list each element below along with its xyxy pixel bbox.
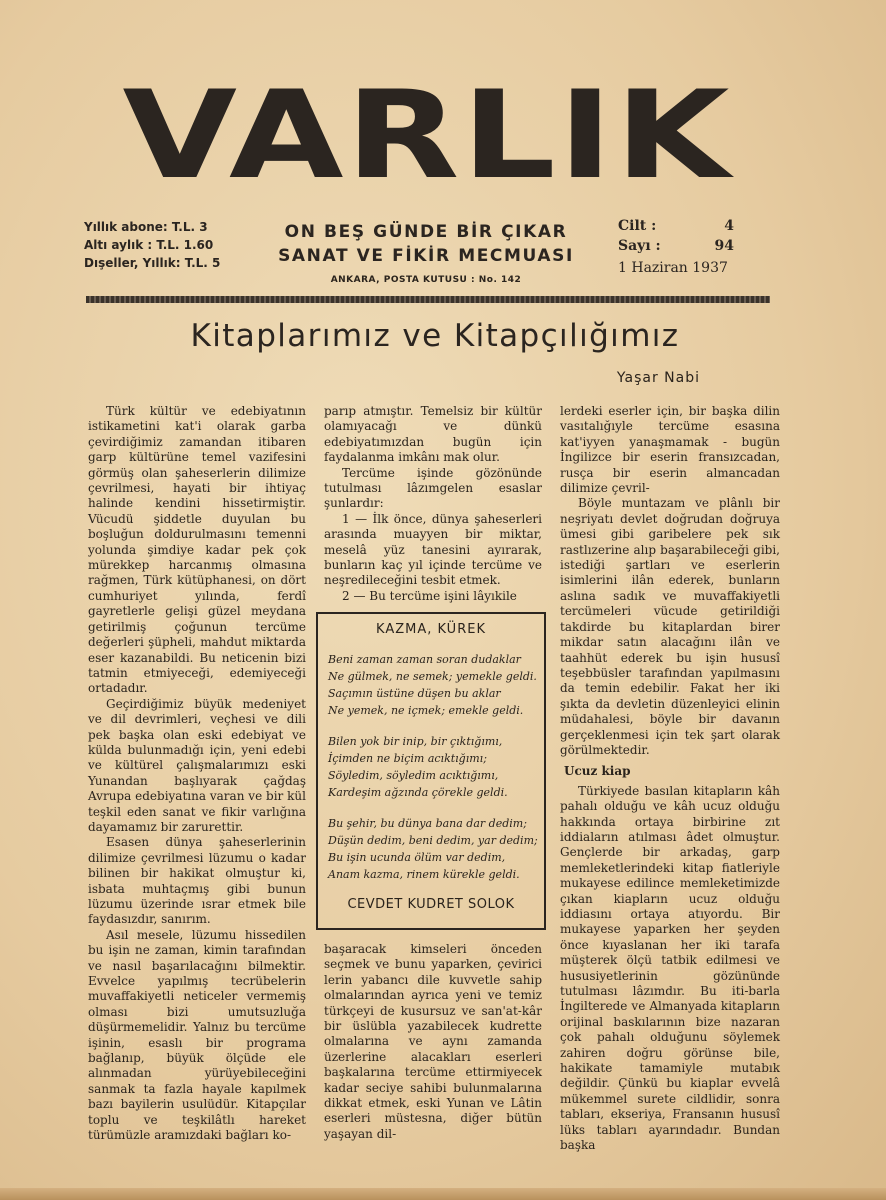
poem-line: Bu şehir, bu dünya bana dar dedim; [328, 817, 527, 830]
issue-label: Sayı : [618, 238, 661, 254]
poem-line: Saçımın üstüne düşen bu aklar [328, 687, 501, 700]
paragraph: başaracak kimseleri önceden seçmek ve bunu yaparken, çevirici lerin yabancı dile kuvvetle sahip olmalarından ayrıca yeni ve temiz türkçeyi de kusursuz ve san'at-kâr bir üslübla yazabilecek kudrette olmalarına ve aynı zamanda üzerlerine alacakları eserleri başkalarına tercüme ettirmiyecek kadar seciye sahibi bulunmalarına dikkat etmek, eski Yunan ve Lâtin eserleri müstesna, diğer bütün yaşayan dil- [324, 942, 542, 1141]
paragraph: Türkiyede basılan kitapların kâh pahalı olduğu ve kâh ucuz olduğu hakkında ortaya birbirine zıt iddiaların atılması âdet olmuştur. Gençlerde bir arkadaş, garp memleketlerindeki kitap fiatleriyle mukayese edilince memleketimizde çıkan kiapların ucuz olduğu iddiasını ortaya atıyordu. Bir mukayese yaparken her şeyden önce kıyaslanan her iki tarafa müşterek ölçü tatbik edilmesi ve hususiyetlerinin gözününde tutulması lâzımdır. Bu iti-barla İngilterede ve Almanyada kitapların orijinal baskılarının bize nazaran çok pahalı olduğunu söylemek zahiren doğru görünse bile, hakikate tamamiyle mutabık değildir. Çünkü bu kiaplar evvelâ mükemmel surete cildlidir, sonra tabları, ekseriya, Fransanın hususî lüks tabları ayarındadır. Bundan başka [560, 783, 780, 1153]
poem-box [316, 612, 546, 930]
poem-line: Bu işin ucunda ölüm var dedim, [328, 851, 506, 864]
paragraph: Türk kültür ve edebiyatının istikametini kat'i olarak garba çevirdiğimiz zamandan itibaren garp kültürüne temel vazifesini görmüş olan şaheserlerin dilimize çevrilmesi, hayati bir ihtiyaç halinde kendini hissetirmiştir. Vücudü şiddetle duyulan bu boşluğun doldurulmasını temenni yolunda şimdiye kadar pek çok mürekkep harcanmış olmasına rağmen, Türk kütüphanesi, on dört cumhuriyet yılında, ferdî gayretlerle gelişi güzel meydana getirilmiş çoğunun tercüme değerleri şüpheli, mahdut miktarda eser kazanabildi. Bu neticenin bizi tatmin etmiyeceği, edemiyeceği ortadadır. [88, 404, 306, 696]
article-title: Kitaplarımız ve Kitapçılığımız [190, 318, 680, 354]
poem-line: Ne yemek, ne içmek; emekle geldi. [328, 704, 524, 717]
subscription-info [84, 218, 220, 272]
subscription-line: Altı aylık : T.L. 1.60 [84, 238, 214, 252]
poem-author: CEVDET KUDRET SOLOK [347, 897, 515, 912]
subscription-line: Yıllık abone: T.L. 3 [84, 220, 208, 234]
section-heading: Ucuz kiap [564, 764, 631, 779]
poem-title: KAZMA, KÜREK [376, 622, 486, 637]
paragraph: Böyle muntazam ve plânlı bir neşriyatı devlet doğrudan doğruya ümesi gibi garibelere pek sık rastlızerine alıp başarabileceği gibi, istediği şartları ve eserlerin isimlerini ilân ederek, bunların aslına sadık ve muvaffakiyetli tercümeleri vücude getirildiği takdirde bu kitaplardan birer mikdar satın alacağını ilân ve taahhüt ederek bu işin hususî teşebbüsler tarafından yapılmasını da temin edebilir. Fakat her iki şıkta da devletin düzenleyici elinin müdahalesi, böyle bir davanın gerçeklenmesi için tek şart olarak görülmektedir. [560, 496, 780, 757]
postal-address: ANKARA, POSTA KUTUSU : No. 142 [330, 275, 522, 285]
volume-label: Cilt : [618, 218, 657, 234]
poem-line: Anam kazma, rinem kürekle geldi. [328, 868, 520, 881]
paragraph: 2 — Bu tercüme işini lâyıkile [342, 588, 517, 603]
tagline-line: SANAT VE FİKİR MECMUASI [278, 246, 574, 266]
issue-number: 94 [714, 238, 734, 254]
page-edge [0, 1188, 886, 1200]
poem-stanza [328, 815, 538, 883]
poem-stanza [328, 733, 534, 801]
issue-info [618, 216, 734, 278]
paragraph: Esasen dünya şaheserlerinin dilimize çevrilmesi lüzumu o kadar bilinen bir hakikat olmuştur ki, isbata muhtaçmış gibi bunun lüzumu üzerinde ısrar etmek bile faydasızdır, sanırım. [88, 835, 306, 927]
article-column-2-bottom [324, 942, 542, 1142]
poem-line: Ne gülmek, ne semek; yemekle geldi. [328, 670, 537, 683]
article-author: Yaşar Nabi [616, 370, 700, 386]
subscription-line: Dışeller, Yıllık: T.L. 5 [84, 256, 221, 270]
volume-number: 4 [724, 218, 734, 234]
paragraph: parıp atmıştır. Temelsiz bir kültür olamıyacağı ve dünkü edebiyatımızdan bugün için faydalanma imkânı mak olur. [324, 404, 542, 465]
poem-line: İçimden ne biçim acıktığımı; [328, 752, 487, 765]
poem-line: Kardeşim ağzında çörekle geldi. [328, 786, 508, 799]
poem-line: Bilen yok bir inip, bir çıktığımı, [328, 735, 503, 748]
masthead-title: VARLIK [122, 86, 732, 185]
poem-line: Söyledim, söyledim acıktığımı, [328, 769, 499, 782]
article-column-1 [88, 404, 306, 1144]
article-column-3 [560, 404, 780, 1154]
paragraph: 1 — İlk önce, dünya şaheserleri arasında muayyen bir miktar, meselâ yüz tanesini ayırarak, bunların kaç yıl içinde tercüme ve neşredileceğini tesbit etmek. [324, 511, 542, 588]
issue-date: 1 Haziran 1937 [618, 260, 728, 276]
paragraph: Tercüme işinde gözönünde tutulması lâzımgelen esaslar şunlardır: [324, 465, 542, 511]
paragraph: lerdeki eserler için, bir başka dilin vasıtalığıyle tercüme esasına kat'iyyen yanaşmamak - bugün İngilizce bir eserin fransızcadan, rusça bir eserin almancadan dilimize çevril- [560, 404, 780, 496]
poem-line: Düşün dedim, beni dedim, yar dedim; [328, 834, 538, 847]
article-column-2-top [324, 404, 542, 604]
poem-line: Beni zaman zaman soran dudaklar [328, 653, 521, 666]
poem-stanza [328, 651, 537, 719]
tagline-line: ON BEŞ GÜNDE BİR ÇIKAR [284, 222, 568, 242]
tagline [250, 220, 602, 268]
paragraph: Asıl mesele, lüzumu hissedilen bu işin ne zaman, kimin tarafından ve nasıl başarılacağını bilmektir. Evvelce yapılmış tecrübelerin muvaffakiyetli neticeler vermemiş olması bizi umutsuzluğa düşürmemelidir. Yalnız bu tercüme işinin, esaslı bir programa bağlanıp, büyük ölçüde ele alınmadan yürüyebileceğini sanmak ta fazla hayale kapılmek bazı bayilerin usulüdür. Kitapçılar toplu ve teşkilâtlı hareket türümüzle aramızdaki bağları ko- [88, 927, 306, 1143]
masthead-divider [86, 296, 770, 303]
paragraph: Geçirdiğimiz büyük medeniyet ve dil devrimleri, veçhesi ve dili pek başka olan eski edebiyat ve külda bulunmadığı için, yeni edebi ve kültürel çalışmalarımızı eski Yunandan başlıyarak çağdaş Avrupa edebiyatına varan ve bir kül teşkil eden sanat ve fikir varlığına dayamamız bir zarurettir. [88, 696, 306, 834]
